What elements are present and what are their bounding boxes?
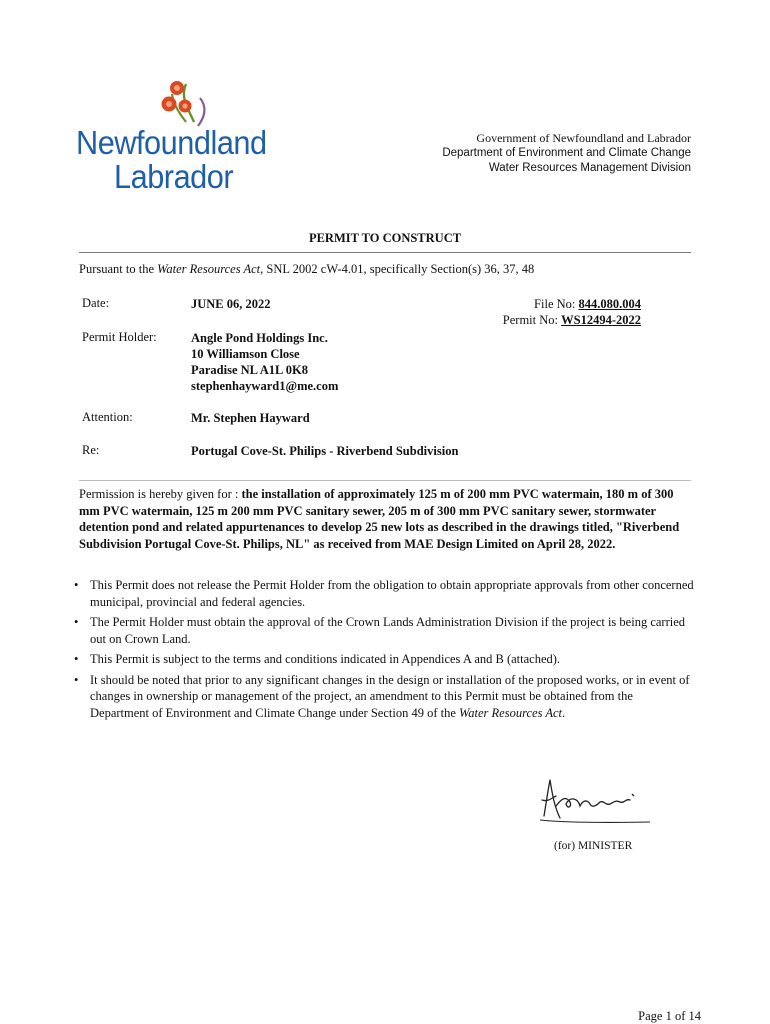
permission-prefix: Permission is hereby given for : — [79, 487, 242, 501]
re-label: Re: — [82, 443, 100, 457]
list-item — [74, 651, 694, 668]
nl-government-logo — [76, 78, 286, 196]
list-item — [74, 614, 694, 647]
pursuant-prefix: Pursuant to the — [79, 262, 158, 276]
bullet-marker: • — [74, 578, 79, 592]
re-value: Portugal Cove-St. Philips - Riverbend Subdivision — [191, 444, 459, 458]
condition-text: This Permit is subject to the terms and conditions indicated in Appendices A and B (attached). — [90, 652, 561, 666]
condition-act-name: Water Resources Act — [459, 705, 563, 720]
list-item — [74, 672, 694, 722]
file-number-value: 844.080.004 — [578, 297, 641, 311]
logo-wordmark-newfoundland: Newfoundland — [76, 124, 267, 161]
issuing-authority — [442, 131, 691, 176]
holder-address-line1: 10 Williamson Close — [191, 347, 300, 361]
bullet-marker: • — [74, 652, 79, 666]
condition-text: This Permit does not release the Permit Holder from the obligation to obtain appropriate approvals from other concerned municipal, provincial and federal agencies. — [90, 578, 694, 609]
attention-value: Mr. Stephen Hayward — [191, 411, 310, 425]
permit-number-value: WS12494-2022 — [561, 313, 641, 327]
page-number: Page 1 of 14 — [638, 1009, 701, 1023]
title-divider — [79, 252, 691, 253]
permit-number — [503, 312, 641, 328]
permit-holder-label: Permit Holder: — [82, 330, 157, 344]
date-label: Date: — [82, 296, 110, 310]
list-item — [74, 577, 694, 610]
date-value: JUNE 06, 2022 — [191, 297, 271, 311]
holder-address-line2: Paradise NL A1L 0K8 — [191, 363, 309, 377]
department-name: Department of Environment and Climate Change — [442, 147, 691, 159]
permission-statement — [79, 486, 693, 552]
bullet-marker: • — [74, 672, 79, 687]
file-number-label: File No: — [534, 297, 579, 311]
condition-text: It should be noted that prior to any significant changes in the design or installation of the proposed works, or in event of changes in ownership or management of the project, an amendment to this Permit must be obtained from the Department of Environment and Climate Change under Section 49 of the — [90, 672, 690, 720]
minister-signature — [530, 776, 656, 826]
permit-conditions-list — [74, 577, 694, 725]
section-divider — [79, 480, 691, 481]
pursuant-statement — [79, 262, 534, 277]
condition-text: The Permit Holder must obtain the approval of the Crown Lands Administration Division if the project is being carried out on Crown Land. — [90, 615, 686, 646]
holder-email: stephenhayward1@me.com — [191, 379, 339, 393]
file-number — [503, 296, 641, 312]
holder-name: Angle Pond Holdings Inc. — [191, 331, 328, 345]
permit-number-label: Permit No: — [502, 313, 562, 327]
bullet-marker: • — [74, 615, 79, 629]
logo-wordmark-labrador: Labrador — [114, 158, 234, 195]
division-name: Water Resources Management Division — [488, 162, 691, 174]
pursuant-suffix: , SNL 2002 cW-4.01, specifically Section(s) 36, 37, 48 — [260, 262, 535, 276]
pursuant-act-name: Water Resources Act — [157, 262, 261, 276]
condition-end: . — [562, 705, 566, 720]
permission-scope: the installation of approximately 125 m of 200 mm PVC watermain, 180 m of 300 mm PVC watermain, 125 m 200 mm PVC sanitary sewer, 205 m of 300 mm PVC sanitary sewer, stormwater detention pond and related appurtenances to develop 25 new lots as described in the drawings titled, "Riverbend Subdivision Portugal Cove-St. Philips, NL" as received from MAE Design Limited on April 28, 2022. — [79, 487, 680, 551]
handwritten-signature-icon — [530, 776, 656, 826]
government-name: Government of Newfoundland and Labrador — [476, 131, 691, 145]
permit-holder-block — [191, 330, 338, 394]
signature-caption: (for) MINISTER — [554, 840, 633, 852]
file-reference-block — [503, 296, 641, 328]
document-title: PERMIT TO CONSTRUCT — [308, 231, 462, 245]
attention-label: Attention: — [82, 410, 133, 424]
